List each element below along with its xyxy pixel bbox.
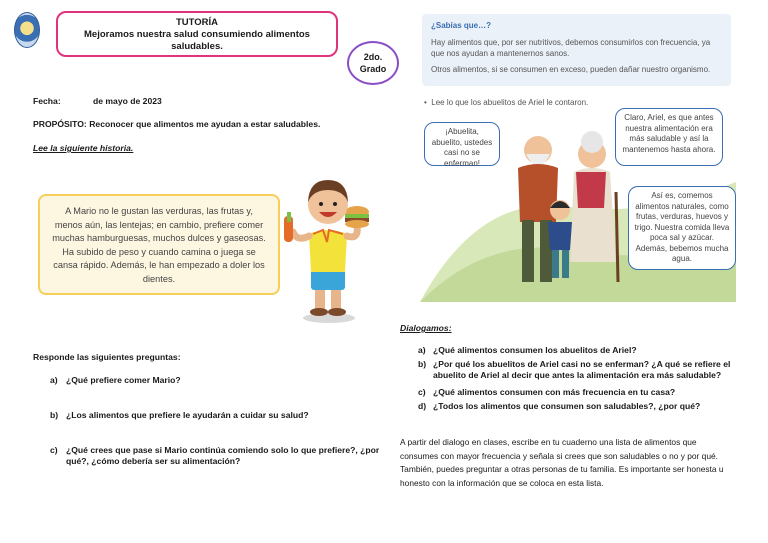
grade-badge [347, 41, 399, 85]
title-line-1: TUTORÍA [175, 17, 219, 28]
sabias-que-p1: Hay alimentos que, por ser nutritivos, debemos consumirlos con frecuencia, ya que nos ayudan a mantenernos sanos. [431, 38, 711, 58]
question-letter: c) [50, 445, 58, 455]
responde-label: Responde las siguientes preguntas: [33, 352, 181, 362]
dialog-question-b [418, 359, 738, 381]
title-box [56, 11, 338, 57]
dialogamos-label: Dialogamos: [400, 323, 452, 333]
question-text: ¿Por qué los abuelitos de Ariel casi no se enferman? ¿A qué se refiere el abuelito de Ariel al decir que antes la alimentación era más saludable? [433, 359, 731, 380]
proposito-label: PROPÓSITO: [33, 119, 87, 129]
grade-label: Grado [359, 64, 387, 74]
question-letter: b) [50, 410, 59, 420]
dialog-question-d [418, 401, 738, 412]
question-b [50, 410, 380, 421]
question-letter: c) [418, 387, 426, 397]
story-box: A Mario no le gustan las verduras, las frutas y, menos aún, las lentejas; en cambio, prefiere comer muchas hamburguesas, muchos dulces y gaseosas. Ha subido de peso y cuando camina o juega se cansa rápido. Además, le han empezado a doler los dientes. [38, 194, 280, 295]
sabias-que-title: ¿Sabías que…? [431, 21, 492, 30]
question-letter: b) [418, 359, 427, 369]
school-logo [14, 12, 40, 48]
sabias-que-box [422, 14, 731, 86]
boy-illustration [283, 172, 371, 324]
question-text: ¿Todos los alimentos que consumen son saludables?, ¿por qué? [433, 401, 701, 411]
sabias-que-p2: Otros alimentos, si se consumen en exceso, pueden dañar nuestro organismo. [431, 65, 711, 74]
closing-paragraph: A partir del dialogo en clases, escribe en tu cuaderno una lista de alimentos que consumes con mayor frecuencia y señala si crees que son saludables o no y por qué. También, puedes preguntar a otras personas de tu familia. Es importante ser honesta u honesto con la información que se coloca en esta lista. [400, 437, 724, 488]
bullet-dot: • [424, 98, 432, 107]
proposito-text: Reconocer que alimentos me ayudan a estar saludables. [89, 119, 321, 129]
dialog-question-a [418, 345, 738, 356]
lee-abuelitos-text: Lee lo que los abuelitos de Ariel le contaron. [431, 98, 589, 107]
question-letter: a) [50, 375, 58, 385]
question-text: ¿Qué alimentos consumen con más frecuencia en tu casa? [433, 387, 676, 397]
fecha-value: de mayo de 2023 [93, 96, 162, 106]
question-c [50, 445, 380, 467]
grade-number: 2do. [363, 52, 383, 62]
lee-historia-label: Lee la siguiente historia. [33, 143, 134, 153]
lee-abuelitos [424, 98, 588, 107]
question-letter: d) [418, 401, 427, 411]
bubble-grandpa: Así es, comemos alimentos naturales, como frutas, verduras, huevos y trigo. Nuestra comida lleva poca sal y azúcar. Además, bebemos mucha agua. [628, 186, 736, 270]
bubble-grandma: Claro, Ariel, es que antes nuestra alimentación era más saludable y así la mantenemos hasta ahora. [615, 108, 723, 166]
question-text: ¿Qué alimentos consumen los abuelitos de Ariel? [433, 345, 637, 355]
dialog-question-c [418, 387, 738, 398]
question-text: ¿Qué prefiere comer Mario? [66, 375, 181, 385]
title-line-2: Mejoramos nuestra salud consumiendo alimentos [84, 29, 310, 40]
title-line-3: saludables. [171, 41, 223, 52]
question-letter: a) [418, 345, 426, 355]
question-a [50, 375, 380, 386]
bubble-ariel: ¡Abuelita, abuelito, ustedes casi no se enferman! [424, 122, 500, 166]
fecha-label: Fecha: [33, 96, 61, 106]
proposito [33, 119, 373, 130]
question-text: ¿Los alimentos que prefiere le ayudarán a cuidar su salud? [66, 410, 309, 420]
question-text: ¿Qué crees que pase si Mario continúa comiendo solo lo que prefiere?, ¿por qué?, ¿cómo debería ser su alimentación? [66, 445, 380, 466]
